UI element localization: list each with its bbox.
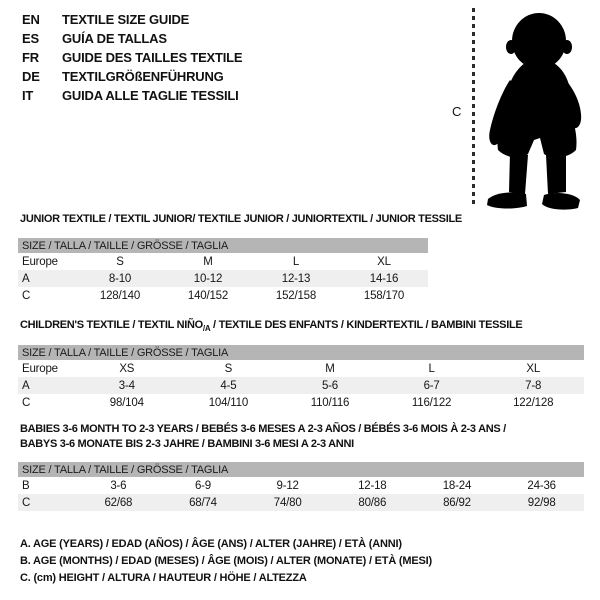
table-cell: 12-18 [358,479,387,492]
table-cell: 5-6 [279,377,381,394]
language-label: TEXTILGRÖßENFÜHRUNG [62,69,224,84]
table-cell: M [203,255,213,268]
table-cell: 7-8 [482,377,584,394]
row-label: C [22,289,31,302]
table-cell: 98/104 [109,396,144,409]
table-cell: XL [377,255,391,268]
table-row-months [18,477,584,494]
table-cell: 9-12 [276,479,299,492]
table-row-height [18,287,428,304]
language-label: GUÍA DE TALLAS [62,31,167,46]
table-cell: 6-7 [381,377,483,394]
table-cell: 14-16 [340,270,428,287]
table-cell: 8-10 [76,270,164,287]
table-row-age [18,270,428,287]
height-measure-label: C [452,104,462,119]
children-table-title [20,318,522,336]
legend-item-c: C. (cm) HEIGHT / ALTURA / HAUTEUR / HÖHE / ALTEZZA [20,572,307,584]
babies-table-wrap [18,462,584,511]
legend-item-a: A. AGE (YEARS) / EDAD (AÑOS) / ÂGE (ANS) / ALTER (JAHRE) / ETÀ (ANNI) [20,538,402,550]
table-cell: 80/86 [330,494,415,511]
size-header: SIZE / TALLA / TAILLE / GRÖSSE / TAGLIA [18,345,584,360]
language-list [22,10,242,105]
table-cell: 24-36 [527,479,556,492]
language-row [22,29,242,48]
size-header: SIZE / TALLA / TAILLE / GRÖSSE / TAGLIA [18,462,584,477]
language-code: EN [22,12,40,27]
row-label: Europe [22,255,58,268]
table-cell: 92/98 [499,494,584,511]
table-cell: M [325,362,335,375]
table-row-europe [18,253,428,270]
table-row-height [18,394,584,411]
size-header-row [18,462,584,477]
row-label: A [18,270,76,287]
row-label: B [22,479,30,492]
language-row [22,67,242,86]
children-title-suffix: / TEXTILE DES ENFANTS / KINDERTEXTIL / BAMBINI TESSILE [210,319,523,331]
table-row-age [18,377,584,394]
row-label: A [18,377,76,394]
table-cell: 140/152 [187,289,229,302]
height-measure-dotted-line [472,8,475,205]
babies-title-line2: BABYS 3-6 MONATE BIS 2-3 JAHRE / BAMBINI 3-6 MESI A 2-3 ANNI [20,438,354,450]
junior-size-table [18,238,428,304]
language-row [22,86,242,105]
table-cell: 12-13 [252,270,340,287]
language-label: GUIDE DES TAILLES TEXTILE [62,50,243,65]
table-cell: 86/92 [415,494,500,511]
table-cell: 68/74 [161,494,246,511]
babies-size-table [18,462,584,511]
table-cell: XS [119,362,135,375]
babies-table-title [20,422,506,452]
table-cell: 116/122 [411,396,452,409]
language-label: TEXTILE SIZE GUIDE [62,12,190,27]
table-cell: 3-6 [110,479,127,492]
table-cell: 10-12 [164,270,252,287]
size-header: SIZE / TALLA / TAILLE / GRÖSSE / TAGLIA [18,238,428,253]
language-code: DE [22,69,40,84]
size-header-row [18,345,584,360]
row-label: Europe [22,362,58,375]
table-cell: L [428,362,435,375]
table-cell: 74/80 [245,494,330,511]
children-size-table [18,345,584,411]
table-cell: S [116,255,124,268]
children-title-prefix: CHILDREN'S TEXTILE / TEXTIL NIÑO [20,319,203,331]
language-row [22,10,242,29]
legend [20,536,432,587]
table-cell: 18-24 [442,479,472,492]
table-cell: 158/170 [363,289,405,302]
language-row [22,48,242,67]
table-cell: 122/128 [513,396,554,409]
baby-silhouette-icon [482,8,594,210]
table-cell: 6-9 [194,479,211,492]
table-cell: 62/68 [76,494,161,511]
language-code: ES [22,31,39,46]
table-cell: 110/116 [310,396,350,409]
row-label: C [22,396,31,409]
junior-table-wrap [18,238,428,304]
language-code: IT [22,88,34,103]
table-cell: XL [526,362,541,375]
table-cell: S [224,362,233,375]
table-cell: 152/158 [275,289,317,302]
children-table-wrap [18,345,584,411]
table-cell: 128/140 [99,289,141,302]
language-label: GUIDA ALLE TAGLIE TESSILI [62,88,239,103]
table-cell: 104/110 [208,396,249,409]
language-code: FR [22,50,39,65]
table-cell: 4-5 [178,377,280,394]
size-header-row [18,238,428,253]
table-row-height [18,494,584,511]
children-title-sub: /A [202,324,211,334]
table-cell: 3-4 [76,377,178,394]
babies-title-line1: BABIES 3-6 MONTH TO 2-3 YEARS / BEBÉS 3-6 MESES A 2-3 AÑOS / BÉBÉS 3-6 MOIS À 2-3 ANS / [20,423,506,435]
table-cell: L [292,255,300,268]
row-label: C [18,494,76,511]
table-row-europe [18,360,584,377]
legend-item-b: B. AGE (MONTHS) / EDAD (MESES) / ÂGE (MOIS) / ALTER (MONATE) / ETÀ (MESI) [20,555,432,567]
junior-table-title: JUNIOR TEXTILE / TEXTIL JUNIOR/ TEXTILE JUNIOR / JUNIORTEXTIL / JUNIOR TESSILE [20,213,462,225]
